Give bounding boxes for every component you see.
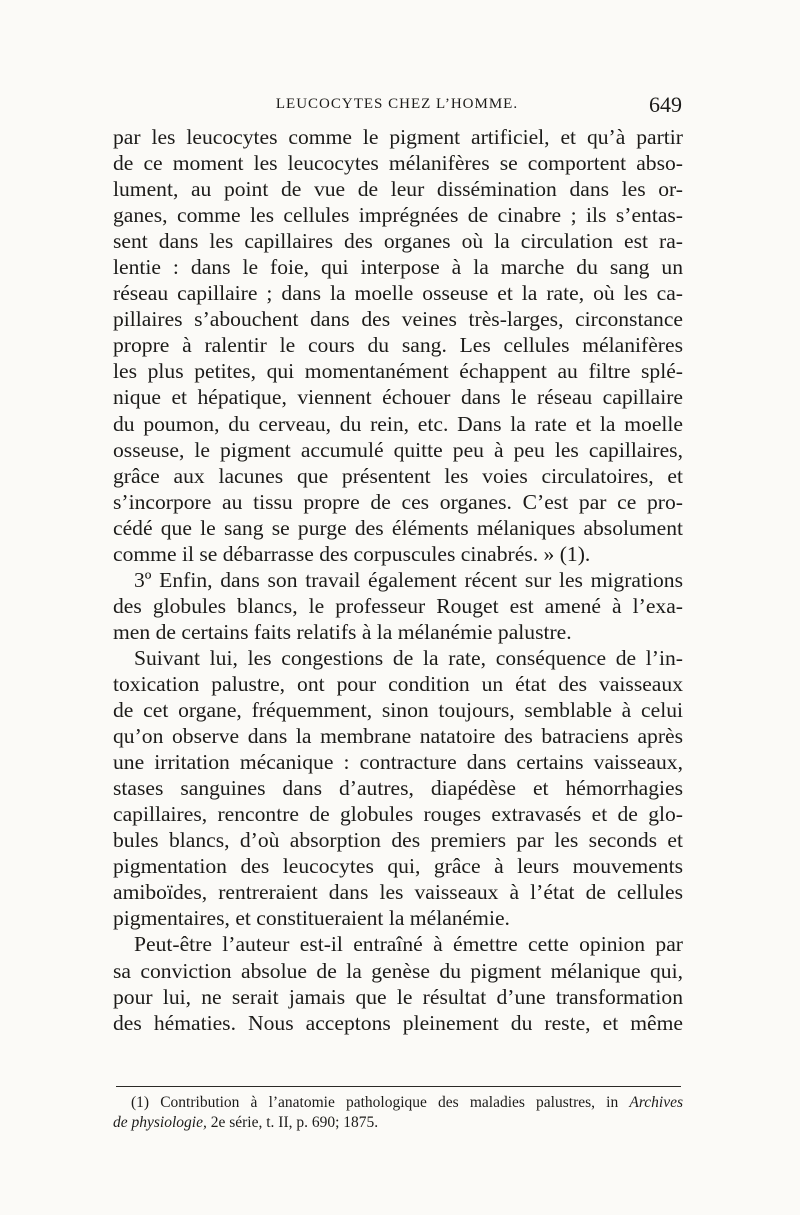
footnote-text: 2e série, t. II, p. 690; 1875.	[210, 1114, 379, 1131]
body-text	[113, 124, 683, 1036]
text-line: pigmentaires, et constitueraient la mélanémie.	[113, 906, 510, 931]
text-line: propre à ralentir le cours du sang. Les cellules mélanifères	[113, 333, 683, 358]
text-line: réseau capillaire ; dans la moelle osseuse et la rate, où les ca-	[113, 281, 683, 306]
text-line: du poumon, du cerveau, du rein, etc. Dans la rate et la moelle	[113, 411, 683, 436]
text-line: men de certains faits relatifs à la mélanémie palustre.	[113, 619, 572, 644]
text-line: bules blancs, d’où absorption des premiers par les seconds et	[113, 828, 683, 853]
text-line: s’incorpore au tissu propre de ces organes. C’est par ce pro-	[113, 489, 683, 514]
text-line: sa conviction absolue de la genèse du pigment mélanique qui,	[113, 958, 683, 983]
text-line: capillaires, rencontre de globules rouges extravasés et de glo-	[113, 802, 683, 827]
text-line: pillaires s’abouchent dans des veines très-larges, circonstance	[113, 307, 683, 332]
text-line: comme il se débarrasse des corpuscules cinabrés. » (1).	[113, 541, 591, 566]
page-number: 649	[649, 92, 682, 117]
footnote-journal: Archives	[629, 1094, 683, 1111]
running-title: LEUCOCYTES CHEZ L’HOMME.	[275, 96, 519, 112]
text-line: pour lui, ne serait jamais que le résultat d’une transformation	[113, 984, 683, 1009]
text-line: par les leucocytes comme le pigment artificiel, et qu’à partir	[113, 125, 683, 149]
text-line: sent dans les capillaires des organes où la circulation est ra-	[113, 229, 683, 254]
footnote-journal: de physiologie,	[113, 1114, 207, 1131]
text-line: osseuse, le pigment accumulé quitte peu à peu les capillaires,	[113, 437, 683, 462]
text-line: qu’on observe dans la membrane natatoire des batraciens après	[113, 724, 683, 749]
text-line: ganes, comme les cellules imprégnées de cinabre ; ils s’entas-	[113, 203, 683, 228]
text-line: de ce moment les leucocytes mélanifères se comportent abso-	[113, 151, 683, 176]
paragraph-start-line: Peut-être l’auteur est-il entraîné à émettre cette opinion par	[134, 932, 683, 957]
text-line: lument, au point de vue de leur dissémination dans les or-	[113, 177, 683, 202]
footnote-line	[113, 1093, 683, 1113]
text-line: cédé que le sang se purge des éléments mélaniques absolument	[113, 515, 683, 540]
footnote	[113, 1093, 683, 1133]
text-line: de cet organe, fréquemment, sinon toujours, semblable à celui	[113, 698, 683, 723]
text-line: amiboïdes, rentreraient dans les vaisseaux à l’état de cellules	[113, 880, 683, 905]
text-line: lentie : dans le foie, qui interpose à la marche du sang un	[113, 255, 683, 280]
text-line: nique et hépatique, viennent échouer dans le réseau capillaire	[113, 385, 683, 410]
footnote-text: (1) Contribution à l’anatomie pathologique des maladies palustres, in	[131, 1094, 619, 1111]
text-line: toxication palustre, ont pour condition un état des vaisseaux	[113, 671, 683, 696]
text-line: des globules blancs, le professeur Rouget est amené à l’exa-	[113, 593, 683, 618]
footnote-line	[113, 1113, 683, 1133]
page-header	[112, 92, 682, 122]
text-line: une irritation mécanique : contracture dans certains vaisseaux,	[113, 750, 683, 775]
text-line: pigmentation des leucocytes qui, grâce à leurs mouvements	[113, 854, 683, 879]
paragraph-start-line: Suivant lui, les congestions de la rate, conséquence de l’in-	[134, 645, 683, 670]
text-line: stases sanguines dans d’autres, diapédèse et hémorrhagies	[113, 776, 683, 801]
text-line: grâce aux lacunes que présentent les voies circulatoires, et	[113, 463, 683, 488]
footnote-divider	[116, 1086, 681, 1087]
paragraph-start-line: 3º Enfin, dans son travail également récent sur les migrations	[134, 567, 683, 592]
text-line: les plus petites, qui momentanément échappent au filtre splé-	[113, 359, 683, 384]
text-line: des hématies. Nous acceptons pleinement du reste, et même	[113, 1010, 683, 1035]
